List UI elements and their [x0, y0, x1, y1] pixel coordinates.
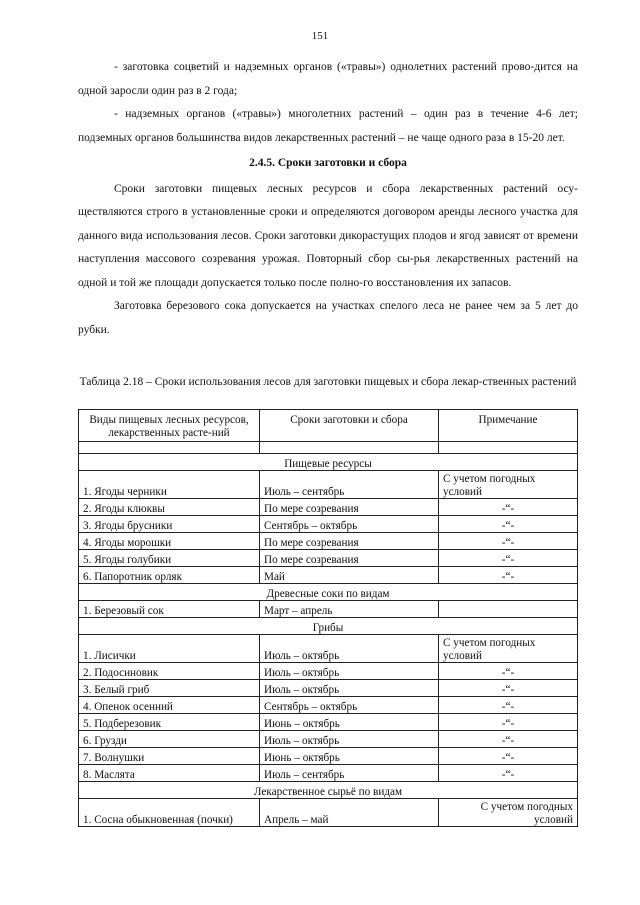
section-title: Пищевые ресурсы — [79, 454, 578, 471]
section-row — [79, 584, 578, 601]
table-row — [79, 516, 578, 533]
resource-cell: 4. Опенок осенний — [79, 697, 260, 714]
note-cell: С учетом погодных условий — [439, 471, 578, 499]
note-cell: -“- — [439, 697, 578, 714]
table-row — [79, 471, 578, 499]
resource-cell: 5. Подберезовик — [79, 714, 260, 731]
period-cell: По мере созревания — [260, 533, 439, 550]
section-row — [79, 618, 578, 635]
section-row — [79, 454, 578, 471]
table-row — [79, 567, 578, 584]
resource-cell: 5. Ягоды голубики — [79, 550, 260, 567]
table-row — [79, 663, 578, 680]
page-number: 151 — [311, 30, 329, 42]
period-cell: Апрель – май — [260, 799, 439, 827]
resource-cell: 1. Березовый сок — [79, 601, 260, 618]
note-cell: -“- — [439, 680, 578, 697]
period-cell: Июль – октябрь — [260, 680, 439, 697]
period-cell: Июнь – октябрь — [260, 714, 439, 731]
body-text — [78, 56, 578, 342]
table-row — [79, 635, 578, 663]
note-cell: -“- — [439, 663, 578, 680]
period-cell: Июнь – октябрь — [260, 748, 439, 765]
resource-cell: 1. Ягоды черники — [79, 471, 260, 499]
header-resource: Виды пищевых лесных ресурсов, лекарственных расте-ний — [79, 410, 260, 442]
note-cell: -“- — [439, 714, 578, 731]
period-cell: Июль – сентябрь — [260, 765, 439, 782]
resource-cell: 7. Волнушки — [79, 748, 260, 765]
period-cell: Март – апрель — [260, 601, 439, 618]
section-title: Грибы — [79, 618, 578, 635]
resource-cell: 6. Грузди — [79, 731, 260, 748]
table-row — [79, 765, 578, 782]
resource-cell: 1. Лисички — [79, 635, 260, 663]
table-body — [79, 454, 578, 827]
table-row — [79, 533, 578, 550]
note-cell: -“- — [439, 748, 578, 765]
resource-cell: 2. Ягоды клюквы — [79, 499, 260, 516]
resource-cell: 6. Папоротник орляк — [79, 567, 260, 584]
note-cell: -“- — [439, 550, 578, 567]
table-row — [79, 714, 578, 731]
resource-cell: 3. Ягоды брусники — [79, 516, 260, 533]
note-cell: -“- — [439, 731, 578, 748]
section-title: Лекарственное сырьё по видам — [79, 782, 578, 799]
harvest-table — [78, 409, 578, 827]
resource-cell: 3. Белый гриб — [79, 680, 260, 697]
table-row — [79, 550, 578, 567]
period-cell: По мере созревания — [260, 499, 439, 516]
section-heading: 2.4.5. Сроки заготовки и сбора — [249, 157, 407, 169]
period-cell: Июль – октябрь — [260, 731, 439, 748]
note-cell: -“- — [439, 567, 578, 584]
table-row — [79, 697, 578, 714]
paragraph-4: Заготовка березового сока допускается на участках спелого леса не ранее чем за 5 лет до рубки. — [78, 300, 578, 336]
paragraph-3: Сроки заготовки пищевых лесных ресурсов и сбора лекарственных растений осу-ществляются строго в установленные сроки и определяются договором аренды лесного участка для данного вида использования лесов. Сроки заготовки дикорастущих плодов и ягод зависят от времени наступления массового созревания урожая. Повторный сбор сы-рья лекарственных растений на одной и той же площади допускается только после полно-го восстановления их запасов. — [78, 182, 578, 289]
paragraph-2: - надземных органов («травы») многолетних растений – один раз в течение 4-6 лет; подземных органов большинства видов лекарственных растений – не чаще одного раза в 15-20 лет. — [78, 108, 578, 144]
note-cell: -“- — [439, 516, 578, 533]
table-row — [79, 748, 578, 765]
paragraph-1: - заготовка соцветий и надземных органов («травы») однолетних растений прово-дится на одной заросли один раз в 2 года; — [78, 61, 578, 97]
period-cell: Июль – октябрь — [260, 663, 439, 680]
section-row — [79, 782, 578, 799]
note-cell: -“- — [439, 765, 578, 782]
note-cell: С учетом погодных условий — [439, 799, 578, 827]
period-cell: Июль – сентябрь — [260, 471, 439, 499]
section-title: Древесные соки по видам — [79, 584, 578, 601]
resource-cell: 2. Подосиновик — [79, 663, 260, 680]
note-cell: С учетом погодных условий — [439, 635, 578, 663]
period-cell: Сентябрь – октябрь — [260, 516, 439, 533]
note-cell: -“- — [439, 499, 578, 516]
header-note: Примечание — [439, 410, 578, 442]
note-cell: -“- — [439, 533, 578, 550]
table-caption: Таблица 2.18 – Сроки использования лесов для заготовки пищевых и сбора лекар-ственных растений — [79, 376, 577, 388]
resource-cell: 4. Ягоды морошки — [79, 533, 260, 550]
table-row — [79, 799, 578, 827]
period-cell: Май — [260, 567, 439, 584]
period-cell: Сентябрь – октябрь — [260, 697, 439, 714]
resource-cell: 8. Маслята — [79, 765, 260, 782]
period-cell: По мере созревания — [260, 550, 439, 567]
note-cell — [439, 601, 578, 618]
table-row — [79, 731, 578, 748]
header-period: Сроки заготовки и сбора — [260, 410, 439, 442]
resource-cell: 1. Сосна обыкновенная (почки) — [79, 799, 260, 827]
period-cell: Июль – октябрь — [260, 635, 439, 663]
table-row — [79, 680, 578, 697]
table-row — [79, 601, 578, 618]
table-row — [79, 499, 578, 516]
